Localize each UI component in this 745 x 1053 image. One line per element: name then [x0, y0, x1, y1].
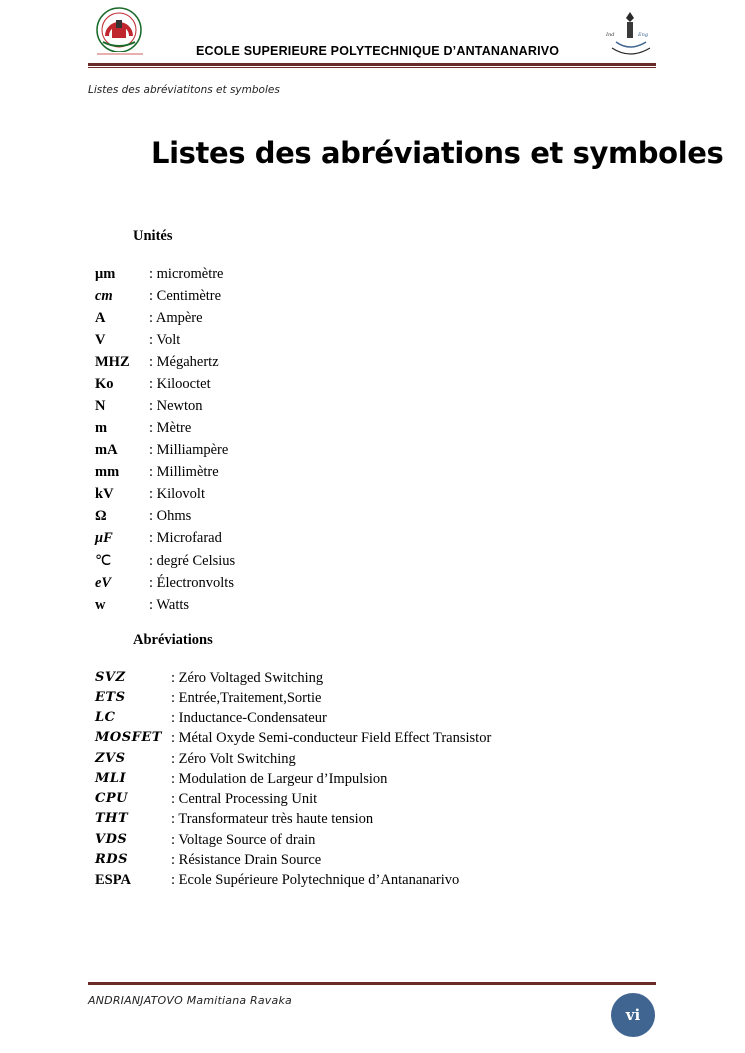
- abbreviation-symbol: THT: [95, 811, 129, 826]
- abbreviation-definition: : Ecole Supérieure Polytechnique d’Antananarivo: [171, 872, 460, 888]
- abbreviation-definition: : Entrée,Traitement,Sortie: [171, 690, 322, 706]
- abbreviation-definition: : Zéro Voltaged Switching: [171, 670, 324, 686]
- unit-definition: : Ampère: [149, 310, 203, 326]
- abbreviation-definition: : Résistance Drain Source: [171, 852, 322, 868]
- abbreviation-symbol: ESPA: [95, 872, 131, 888]
- units-heading: Unités: [133, 228, 173, 244]
- unit-symbol: A: [95, 310, 106, 326]
- abbreviation-definition: : Métal Oxyde Semi-conducteur Field Effect Transistor: [171, 730, 492, 746]
- unit-definition: : Microfarad: [149, 530, 222, 546]
- unit-definition: : Millimètre: [149, 464, 219, 480]
- header-rule: [88, 63, 656, 66]
- svg-text:Eng: Eng: [638, 32, 649, 38]
- header-institution: ECOLE SUPERIEURE POLYTECHNIQUE D’ANTANANARIVO: [196, 44, 560, 58]
- unit-definition: : degré Celsius: [149, 553, 236, 569]
- abbreviation-definition: : Modulation de Largeur d’Impulsion: [171, 771, 388, 787]
- unit-symbol: V: [95, 332, 106, 348]
- abbreviation-symbol: CPU: [95, 791, 128, 806]
- unit-definition: : Volt: [149, 332, 181, 348]
- abbreviation-symbol: MOSFET: [95, 730, 162, 745]
- department-logo-icon: [604, 8, 658, 60]
- unit-definition: : Kilovolt: [149, 486, 205, 502]
- unit-symbol: μm: [95, 266, 116, 282]
- abbreviation-definition: : Central Processing Unit: [171, 791, 318, 807]
- espa-logo-icon: [93, 6, 149, 58]
- unit-symbol: ℃: [95, 553, 112, 569]
- unit-definition: : Newton: [149, 398, 203, 414]
- footer-rule: [88, 982, 656, 985]
- unit-definition: : Milliampère: [149, 442, 229, 458]
- abbreviation-definition: : Voltage Source of drain: [171, 832, 316, 848]
- abbreviation-definition: : Inductance-Condensateur: [171, 710, 327, 726]
- abbreviation-definition: : Zéro Volt Switching: [171, 751, 296, 767]
- unit-symbol: mm: [95, 464, 120, 480]
- unit-symbol: MHZ: [95, 354, 130, 370]
- abbreviation-symbol: SVZ: [95, 670, 126, 685]
- unit-definition: : Centimètre: [149, 288, 222, 304]
- unit-definition: : Mètre: [149, 420, 192, 436]
- abbreviation-symbol: ZVS: [95, 751, 126, 766]
- page-title: Listes des abréviations et symboles: [151, 136, 724, 170]
- abbreviation-symbol: RDS: [95, 852, 128, 867]
- page-number-badge: vi: [611, 993, 655, 1037]
- unit-symbol: Ko: [95, 376, 114, 392]
- unit-symbol: Ω: [95, 508, 107, 524]
- unit-definition: : micromètre: [149, 266, 224, 282]
- unit-symbol: cm: [95, 288, 113, 304]
- unit-symbol: m: [95, 420, 108, 436]
- unit-symbol: mA: [95, 442, 118, 458]
- abbreviations-heading: Abréviations: [133, 632, 213, 648]
- unit-definition: : Watts: [149, 597, 190, 613]
- unit-symbol: μF: [95, 530, 113, 546]
- abbreviation-definition: : Transformateur très haute tension: [171, 811, 374, 827]
- abbreviation-symbol: VDS: [95, 832, 128, 847]
- abbreviation-symbol: MLI: [95, 771, 127, 786]
- abbreviation-symbol: LC: [95, 710, 116, 725]
- unit-definition: : Ohms: [149, 508, 192, 524]
- abbreviation-symbol: ETS: [95, 690, 126, 705]
- unit-symbol: N: [95, 398, 106, 414]
- unit-definition: : Électronvolts: [149, 575, 234, 591]
- footer-author: ANDRIANJATOVO Mamitiana Ravaka: [88, 994, 292, 1007]
- unit-symbol: kV: [95, 486, 114, 502]
- unit-definition: : Kilooctet: [149, 376, 211, 392]
- unit-definition: : Mégahertz: [149, 354, 219, 370]
- unit-symbol: eV: [95, 575, 112, 591]
- running-head: Listes des abréviatitons et symboles: [88, 84, 280, 96]
- unit-symbol: w: [95, 597, 106, 613]
- svg-text:Ind: Ind: [606, 32, 615, 38]
- header-rule-thin: [88, 67, 656, 68]
